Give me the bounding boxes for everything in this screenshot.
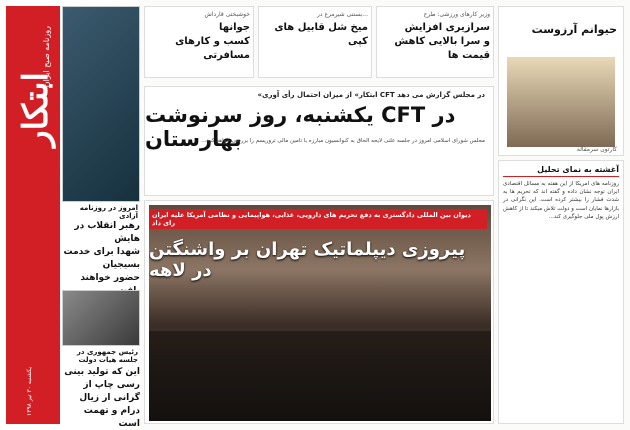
cartoon-caption: کارتون سرمقاله [576, 146, 617, 153]
masthead [0, 0, 140, 430]
masthead-dateline: یکشنبه ۳۰ تیر ۱۳۹۸ [26, 366, 33, 416]
top-headline-2: میخ شل قابیل های کپی [274, 22, 368, 47]
top-headline-1: سرازیری افزایش و سرا بالایی کاهش قیمت ها [394, 22, 490, 61]
top-kicker-3: خوشبختی قارداش [204, 11, 250, 18]
top-story-2 [258, 6, 372, 78]
court-photo [149, 205, 491, 421]
main-kicker: «ابتکار» از میزان احتمال رأی آوری CFT در مجلس گزارش می دهد [257, 91, 485, 99]
court-floor [149, 331, 491, 421]
stadium-photo [62, 6, 140, 202]
main-headline: یکشنبه، روز سرنوشت CFT در بهارستان [145, 103, 456, 151]
top-story-3 [144, 6, 254, 78]
top-kicker-1: وزیر کارهای ورزشی: طرح [423, 11, 490, 18]
left-photo-2 [62, 290, 140, 366]
photo-story [144, 200, 494, 424]
column-body: روزنامه های امریکا از این هفته به مسائل اقتصادی ایران توجه نشان داده و گفته اند که تحریم ها به شدت فشار را بیشتر کرده است. این نگرانی در بازارها نمایان است و دولت تلاش میکند تا از کاهش ارزش پول ملی جلوگیری کند... [503, 181, 619, 220]
top-story-1 [376, 6, 494, 78]
cartoon-headline: حیوانم آرزوست [531, 23, 617, 36]
president-photo [62, 290, 140, 346]
cartoon-image [507, 57, 615, 147]
top-kicker-2: بستنی شیرمرغ در... [316, 11, 368, 18]
cartoon-box [498, 6, 624, 156]
left-caption-1: امروز در روزنامه آزادی [62, 202, 140, 222]
masthead-strip [6, 6, 60, 424]
left-headline-2: این که تولید بینی رسی چاپ از گرانی ار زیال درام و تهمت است [64, 367, 140, 429]
logo: ابتکار [16, 71, 56, 147]
photo-headline: پیروزی دیپلماتیک تهران بر واشنگتن در لاهه [149, 239, 466, 281]
photo-kicker: دیوان بین المللی دادگستری به دفع تحریم های دارویی، غذایی، هواپیمایی و نظامی آمریکا علیه ایران رای داد [149, 209, 487, 229]
main-body: مجلس شورای اسلامی امروز در جلسه علنی لایحه الحاق به کنوانسیون مبارزه با تامین مالی تروریسم را بررسی خواهد کرد... [201, 138, 485, 144]
masthead-tagline: روزنامه صبح ایران [42, 26, 51, 88]
left-photo-1 [62, 6, 140, 220]
left-headline-1: رهبر انقلاب در هایش شهدا برای خدمت بسیجیان حضور خواهند [63, 221, 140, 283]
left-story-2 [62, 366, 140, 430]
main-story [144, 86, 494, 196]
opinion-column [498, 160, 624, 424]
column-title: آغشته به نمای تحلیل [503, 165, 619, 177]
top-headline-3: جوانها کسب و کارهای مسافرتی [175, 22, 250, 61]
left-caption-2: رئیس جمهوری در جلسه هیات دولت [62, 346, 140, 366]
